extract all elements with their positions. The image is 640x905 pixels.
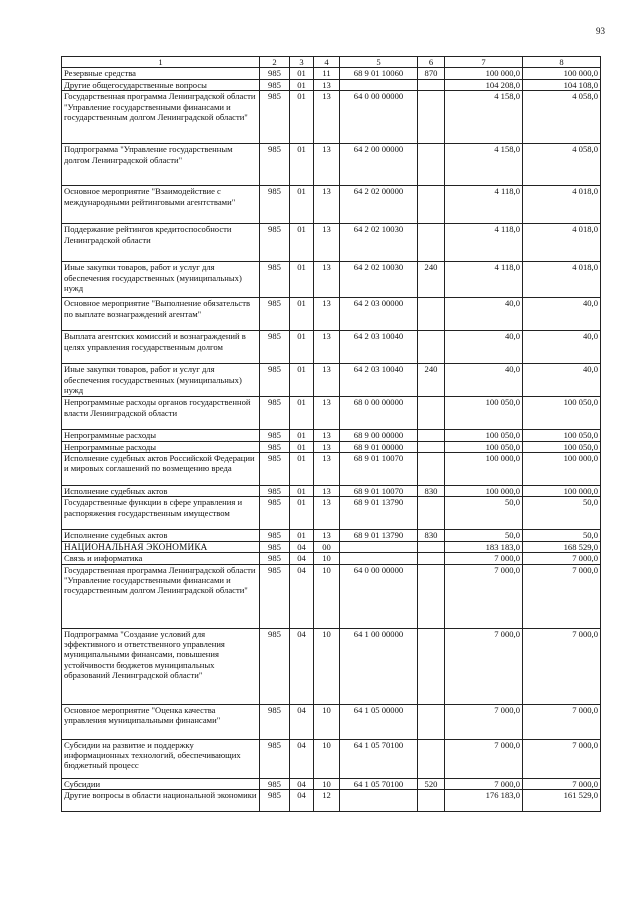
section-code-cell: 01 (290, 79, 314, 90)
amount-cell: 7 000,0 (445, 628, 523, 704)
section-code-cell: 01 (290, 331, 314, 364)
row-name-cell: Иные закупки товаров, работ и услуг для обеспечения государственных (муниципальных) нужд (62, 364, 260, 397)
subsection-code-cell: 13 (314, 497, 340, 530)
amount-cell: 40,0 (445, 298, 523, 331)
amount-cell: 183 183,0 (445, 541, 523, 552)
amount-cell: 7 000,0 (523, 778, 601, 789)
ministry-code-cell: 985 (260, 186, 290, 224)
expense-type-cell: 830 (418, 530, 445, 541)
expense-type-cell (418, 704, 445, 739)
row-name-cell: Подпрограмма "Управление государственным долгом Ленинградской области" (62, 144, 260, 186)
row-name-cell: Выплата агентских комиссий и вознаграждений в целях управления государственным долгом (62, 331, 260, 364)
expense-type-cell: 520 (418, 778, 445, 789)
table-row (62, 704, 601, 739)
amount-cell: 100 000,0 (445, 68, 523, 79)
amount-cell: 7 000,0 (523, 628, 601, 704)
subsection-code-cell: 10 (314, 628, 340, 704)
subsection-code-cell: 13 (314, 224, 340, 262)
row-name-cell: Государственные функции в сфере управления и распоряжения государственным имуществом (62, 497, 260, 530)
amount-cell: 4 018,0 (523, 262, 601, 298)
column-header: 6 (418, 57, 445, 68)
expense-type-cell (418, 564, 445, 628)
section-code-cell: 01 (290, 186, 314, 224)
amount-cell: 100 000,0 (445, 453, 523, 486)
section-code-cell: 04 (290, 778, 314, 789)
target-article-cell: 68 9 01 10070 (340, 486, 418, 497)
section-code-cell: 04 (290, 704, 314, 739)
row-name-cell: Непрограммные расходы (62, 430, 260, 441)
amount-cell: 40,0 (523, 364, 601, 397)
row-name-cell: Иные закупки товаров, работ и услуг для обеспечения государственных (муниципальных) нужд (62, 262, 260, 298)
ministry-code-cell: 985 (260, 790, 290, 812)
section-code-cell: 01 (290, 430, 314, 441)
subsection-code-cell: 13 (314, 486, 340, 497)
amount-cell: 176 183,0 (445, 790, 523, 812)
ministry-code-cell: 985 (260, 628, 290, 704)
subsection-code-cell: 13 (314, 186, 340, 224)
row-name-cell: Субсидии на развитие и поддержку информационных технологий, обеспечивающих бюджетный процесс (62, 739, 260, 778)
amount-cell: 7 000,0 (445, 778, 523, 789)
amount-cell: 4 118,0 (445, 186, 523, 224)
amount-cell: 4 058,0 (523, 91, 601, 144)
row-name-cell: Поддержание рейтингов кредитоспособности Ленинградской области (62, 224, 260, 262)
row-name-cell: Основное мероприятие "Выполнение обязательств по выплате вознаграждений агентам" (62, 298, 260, 331)
table-row (62, 224, 601, 262)
row-name-cell: Непрограммные расходы органов государственной власти Ленинградской области (62, 397, 260, 430)
table-row (62, 298, 601, 331)
row-name-cell: Резервные средства (62, 68, 260, 79)
table-row (62, 331, 601, 364)
expense-type-cell (418, 739, 445, 778)
section-code-cell: 01 (290, 453, 314, 486)
target-article-cell: 64 2 03 10040 (340, 364, 418, 397)
amount-cell: 104 208,0 (445, 79, 523, 90)
section-code-cell: 04 (290, 564, 314, 628)
ministry-code-cell: 985 (260, 453, 290, 486)
table-row (62, 68, 601, 79)
subsection-code-cell: 13 (314, 397, 340, 430)
section-code-cell: 04 (290, 790, 314, 812)
target-article-cell (340, 790, 418, 812)
table-row (62, 541, 601, 552)
ministry-code-cell: 985 (260, 486, 290, 497)
ministry-code-cell: 985 (260, 739, 290, 778)
expense-type-cell (418, 628, 445, 704)
subsection-code-cell: 10 (314, 564, 340, 628)
expense-type-cell (418, 790, 445, 812)
row-name-cell: Исполнение судебных актов Российской Федерации и мировых соглашений по возмещению вреда (62, 453, 260, 486)
ministry-code-cell: 985 (260, 364, 290, 397)
subsection-code-cell: 13 (314, 79, 340, 90)
table-row (62, 778, 601, 789)
expense-type-cell: 830 (418, 486, 445, 497)
target-article-cell (340, 541, 418, 552)
subsection-code-cell: 12 (314, 790, 340, 812)
row-name-cell: Субсидии (62, 778, 260, 789)
amount-cell: 7 000,0 (523, 553, 601, 564)
column-header: 3 (290, 57, 314, 68)
amount-cell: 50,0 (523, 530, 601, 541)
column-header: 5 (340, 57, 418, 68)
section-code-cell: 01 (290, 530, 314, 541)
expense-type-cell (418, 144, 445, 186)
expense-type-cell (418, 91, 445, 144)
target-article-cell: 68 0 00 00000 (340, 397, 418, 430)
section-code-cell: 01 (290, 397, 314, 430)
target-article-cell: 68 9 01 10070 (340, 453, 418, 486)
subsection-code-cell: 11 (314, 68, 340, 79)
ministry-code-cell: 985 (260, 331, 290, 364)
table-row (62, 790, 601, 812)
subsection-code-cell: 00 (314, 541, 340, 552)
amount-cell: 40,0 (523, 298, 601, 331)
expense-type-cell (418, 553, 445, 564)
section-code-cell: 04 (290, 739, 314, 778)
column-header: 1 (62, 57, 260, 68)
amount-cell: 7 000,0 (523, 704, 601, 739)
subsection-code-cell: 13 (314, 331, 340, 364)
column-header: 7 (445, 57, 523, 68)
section-code-cell: 01 (290, 441, 314, 452)
amount-cell: 50,0 (445, 497, 523, 530)
subsection-code-cell: 13 (314, 298, 340, 331)
amount-cell: 100 000,0 (523, 453, 601, 486)
subsection-code-cell: 13 (314, 262, 340, 298)
table-row (62, 530, 601, 541)
section-code-cell: 04 (290, 553, 314, 564)
table-row (62, 497, 601, 530)
subsection-code-cell: 10 (314, 704, 340, 739)
table-body (62, 57, 601, 812)
amount-cell: 100 050,0 (445, 397, 523, 430)
table-row (62, 564, 601, 628)
expense-type-cell (418, 186, 445, 224)
target-article-cell: 68 9 00 00000 (340, 430, 418, 441)
target-article-cell: 68 9 01 13790 (340, 497, 418, 530)
section-code-cell: 01 (290, 486, 314, 497)
table-row (62, 186, 601, 224)
ministry-code-cell: 985 (260, 441, 290, 452)
expense-type-cell (418, 397, 445, 430)
expense-type-cell (418, 541, 445, 552)
row-name-cell: Исполнение судебных актов (62, 530, 260, 541)
target-article-cell: 64 1 05 00000 (340, 704, 418, 739)
column-header: 2 (260, 57, 290, 68)
amount-cell: 168 529,0 (523, 541, 601, 552)
target-article-cell: 64 1 00 00000 (340, 628, 418, 704)
subsection-code-cell: 10 (314, 553, 340, 564)
target-article-cell: 64 2 02 10030 (340, 262, 418, 298)
ministry-code-cell: 985 (260, 778, 290, 789)
subsection-code-cell: 13 (314, 364, 340, 397)
subsection-code-cell: 13 (314, 430, 340, 441)
ministry-code-cell: 985 (260, 91, 290, 144)
target-article-cell: 64 0 00 00000 (340, 91, 418, 144)
amount-cell: 100 000,0 (523, 68, 601, 79)
target-article-cell: 64 2 02 00000 (340, 186, 418, 224)
amount-cell: 40,0 (523, 331, 601, 364)
row-name-cell: НАЦИОНАЛЬНАЯ ЭКОНОМИКА (62, 541, 260, 552)
target-article-cell: 68 9 01 00000 (340, 441, 418, 452)
target-article-cell: 68 9 01 13790 (340, 530, 418, 541)
row-name-cell: Государственная программа Ленинградской области "Управление государственными финансами и государственным долгом Ленинградской области" (62, 564, 260, 628)
expense-type-cell (418, 441, 445, 452)
amount-cell: 4 158,0 (445, 144, 523, 186)
amount-cell: 50,0 (523, 497, 601, 530)
row-name-cell: Исполнение судебных актов (62, 486, 260, 497)
amount-cell: 7 000,0 (445, 564, 523, 628)
amount-cell: 100 050,0 (523, 441, 601, 452)
column-header: 8 (523, 57, 601, 68)
subsection-code-cell: 13 (314, 144, 340, 186)
ministry-code-cell: 985 (260, 553, 290, 564)
amount-cell: 7 000,0 (523, 564, 601, 628)
section-code-cell: 04 (290, 541, 314, 552)
target-article-cell (340, 79, 418, 90)
target-article-cell (340, 553, 418, 564)
row-name-cell: Подпрограмма "Создание условий для эффективного и ответственного управления муниципальными финансами, повышения устойчивости бюджетов муниципальных образований Ленинградской области" (62, 628, 260, 704)
row-name-cell: Основное мероприятие "Взаимодействие с международными рейтинговыми агентствами" (62, 186, 260, 224)
page-number: 93 (596, 26, 605, 36)
table-row (62, 441, 601, 452)
amount-cell: 7 000,0 (445, 739, 523, 778)
target-article-cell: 64 1 05 70100 (340, 739, 418, 778)
table-row (62, 553, 601, 564)
table-row (62, 364, 601, 397)
subsection-code-cell: 10 (314, 739, 340, 778)
amount-cell: 161 529,0 (523, 790, 601, 812)
section-code-cell: 01 (290, 364, 314, 397)
subsection-code-cell: 13 (314, 530, 340, 541)
amount-cell: 100 000,0 (445, 486, 523, 497)
amount-cell: 104 108,0 (523, 79, 601, 90)
amount-cell: 4 118,0 (445, 224, 523, 262)
target-article-cell: 64 1 05 70100 (340, 778, 418, 789)
section-code-cell: 01 (290, 262, 314, 298)
expense-type-cell (418, 453, 445, 486)
amount-cell: 4 118,0 (445, 262, 523, 298)
amount-cell: 7 000,0 (523, 739, 601, 778)
budget-table (61, 56, 601, 812)
target-article-cell: 64 2 02 10030 (340, 224, 418, 262)
table-row (62, 397, 601, 430)
ministry-code-cell: 985 (260, 564, 290, 628)
amount-cell: 4 158,0 (445, 91, 523, 144)
ministry-code-cell: 985 (260, 79, 290, 90)
amount-cell: 7 000,0 (445, 704, 523, 739)
table-row (62, 739, 601, 778)
amount-cell: 4 018,0 (523, 224, 601, 262)
section-code-cell: 01 (290, 298, 314, 331)
target-article-cell: 64 2 03 00000 (340, 298, 418, 331)
ministry-code-cell: 985 (260, 530, 290, 541)
section-code-cell: 01 (290, 224, 314, 262)
subsection-code-cell: 13 (314, 453, 340, 486)
amount-cell: 100 050,0 (445, 441, 523, 452)
target-article-cell: 64 2 00 00000 (340, 144, 418, 186)
expense-type-cell: 870 (418, 68, 445, 79)
ministry-code-cell: 985 (260, 144, 290, 186)
expense-type-cell (418, 298, 445, 331)
expense-type-cell: 240 (418, 262, 445, 298)
column-number-header (62, 57, 601, 68)
amount-cell: 50,0 (445, 530, 523, 541)
section-code-cell: 01 (290, 497, 314, 530)
table-row (62, 91, 601, 144)
expense-type-cell (418, 79, 445, 90)
row-name-cell: Основное мероприятие "Оценка качества управления муниципальными финансами" (62, 704, 260, 739)
ministry-code-cell: 985 (260, 704, 290, 739)
ministry-code-cell: 985 (260, 430, 290, 441)
row-name-cell: Государственная программа Ленинградской области "Управление государственными финансами и государственным долгом Ленинградской области" (62, 91, 260, 144)
expense-type-cell (418, 497, 445, 530)
ministry-code-cell: 985 (260, 262, 290, 298)
ministry-code-cell: 985 (260, 497, 290, 530)
ministry-code-cell: 985 (260, 397, 290, 430)
table-row (62, 79, 601, 90)
column-header: 4 (314, 57, 340, 68)
amount-cell: 100 050,0 (523, 430, 601, 441)
expense-type-cell: 240 (418, 364, 445, 397)
table-row (62, 453, 601, 486)
expense-type-cell (418, 430, 445, 441)
table-row (62, 486, 601, 497)
row-name-cell: Другие общегосударственные вопросы (62, 79, 260, 90)
target-article-cell: 64 0 00 00000 (340, 564, 418, 628)
target-article-cell: 68 9 01 10060 (340, 68, 418, 79)
row-name-cell: Непрограммные расходы (62, 441, 260, 452)
amount-cell: 4 058,0 (523, 144, 601, 186)
amount-cell: 40,0 (445, 364, 523, 397)
table-row (62, 144, 601, 186)
table-row (62, 628, 601, 704)
subsection-code-cell: 13 (314, 441, 340, 452)
section-code-cell: 01 (290, 91, 314, 144)
table-row (62, 262, 601, 298)
section-code-cell: 04 (290, 628, 314, 704)
amount-cell: 100 050,0 (523, 397, 601, 430)
amount-cell: 40,0 (445, 331, 523, 364)
amount-cell: 100 000,0 (523, 486, 601, 497)
section-code-cell: 01 (290, 144, 314, 186)
target-article-cell: 64 2 03 10040 (340, 331, 418, 364)
ministry-code-cell: 985 (260, 224, 290, 262)
subsection-code-cell: 13 (314, 91, 340, 144)
subsection-code-cell: 10 (314, 778, 340, 789)
ministry-code-cell: 985 (260, 68, 290, 79)
section-code-cell: 01 (290, 68, 314, 79)
table-row (62, 430, 601, 441)
amount-cell: 4 018,0 (523, 186, 601, 224)
expense-type-cell (418, 224, 445, 262)
ministry-code-cell: 985 (260, 298, 290, 331)
ministry-code-cell: 985 (260, 541, 290, 552)
row-name-cell: Связь и информатика (62, 553, 260, 564)
expense-type-cell (418, 331, 445, 364)
amount-cell: 100 050,0 (445, 430, 523, 441)
amount-cell: 7 000,0 (445, 553, 523, 564)
row-name-cell: Другие вопросы в области национальной экономики (62, 790, 260, 812)
